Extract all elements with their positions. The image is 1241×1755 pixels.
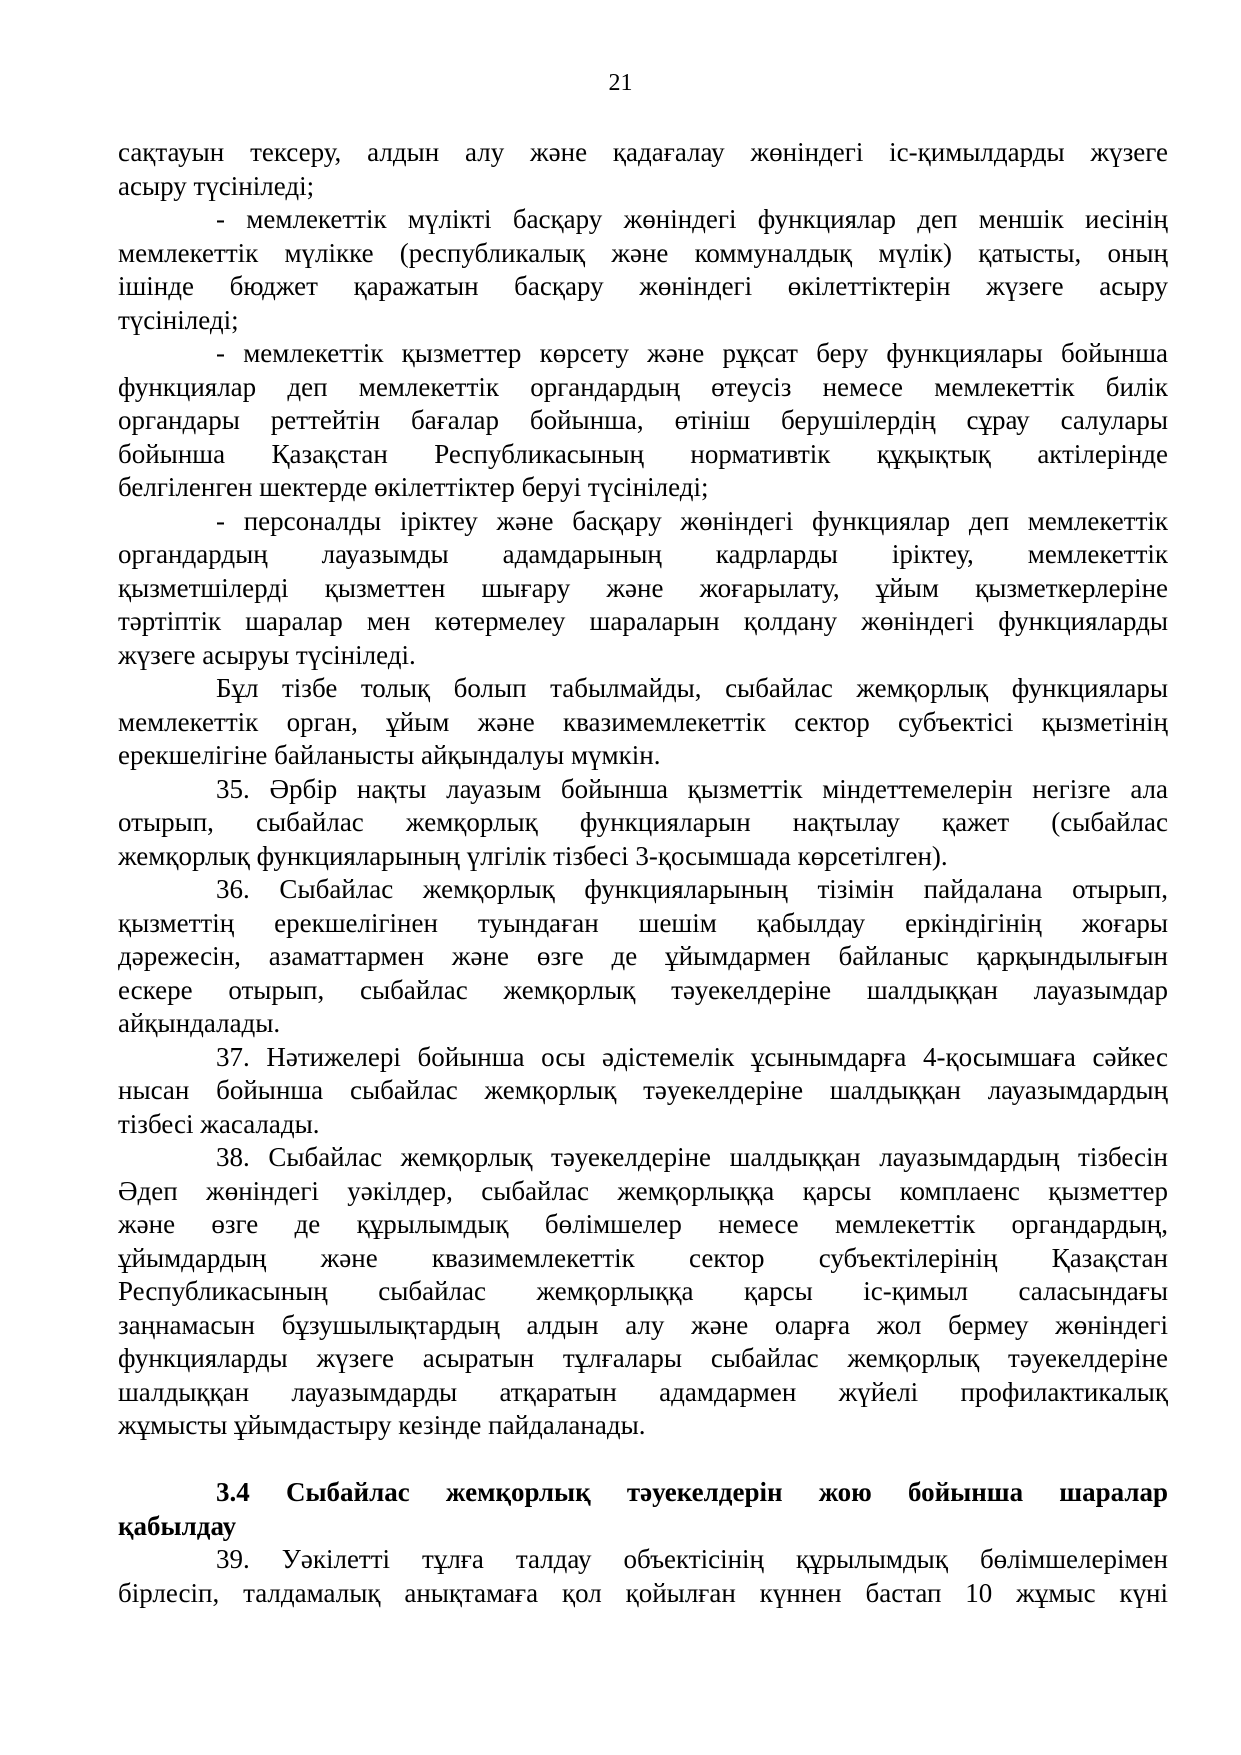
text-line: 37. Нәтижелері бойынша осы әдістемелік ұсынымдарға 4-қосымшаға сәйкес — [216, 1041, 1168, 1072]
text-line: - мемлекеттік қызметтер көрсету және рұқсат беру функциялары бойынша — [216, 338, 1168, 368]
paragraph — [118, 337, 1168, 505]
text-line: 38. Сыбайлас жемқорлық тәуекелдеріне шалдыққан лауазымдардың тізбесін — [216, 1142, 1168, 1172]
paragraph — [118, 1543, 1168, 1610]
paragraph — [118, 1141, 1168, 1443]
paragraph — [118, 136, 1168, 203]
text-line: шалдыққан лауазымдарды атқаратын адамдармен жүйелі профилактикалық — [118, 1376, 1168, 1407]
text-line: қызметтің ерекшелігінен туындаған шешім қабылдау еркіндігінің жоғары — [118, 907, 1168, 938]
text-line: қабылдау — [118, 1510, 237, 1541]
text-line: ерекшелігіне байланысты айқындалуы мүмкін. — [118, 740, 661, 770]
text-line: - персоналды іріктеу және басқару жөніндегі функциялар деп мемлекеттік — [216, 505, 1168, 536]
paragraph — [118, 505, 1168, 673]
text-line: 3.4 Сыбайлас жемқорлық тәуекелдерін жою бойынша шаралар — [216, 1477, 1168, 1507]
paragraph — [118, 873, 1168, 1041]
text-line: функциялар деп мемлекеттік органдардың өтеусіз немесе мемлекеттік билік — [118, 371, 1168, 402]
text-line: тәртіптік шаралар мен көтермелеу шараларын қолдану жөніндегі функцияларды — [118, 606, 1168, 636]
text-line: жемқорлық функцияларының үлгілік тізбесі 3-қосымшада көрсетілген). — [118, 840, 948, 871]
text-line: 39. Уәкілетті тұлға талдау объектісінің құрылымдық бөлімшелерімен — [216, 1544, 1168, 1574]
text-line: ішінде бюджет қаражатын басқару жөніндегі өкілеттіктерін жүзеге асыру — [118, 271, 1168, 301]
section-heading — [118, 1476, 1168, 1543]
text-line: тізбесі жасалады. — [118, 1108, 320, 1139]
text-line: қызметшілерді қызметтен шығару және жоғарылату, ұйым қызметкерлеріне — [118, 572, 1168, 603]
text-line: мемлекеттік мүлікке (республикалық және коммуналдық мүлік) қатысты, оның — [118, 237, 1168, 268]
text-line: дәрежесін, азаматтармен және өзге де ұйымдармен байланыс қарқындылығын — [118, 941, 1168, 971]
text-line: 35. Әрбір нақты лауазым бойынша қызметтік міндеттемелерін негізге ала — [216, 773, 1168, 804]
page-number: 21 — [608, 70, 633, 96]
document-body — [118, 136, 1168, 1610]
text-line: жүзеге асыруы түсініледі. — [118, 639, 416, 670]
text-line: асыру түсініледі; — [118, 170, 315, 201]
text-line: - мемлекеттік мүлікті басқару жөніндегі функциялар деп меншік иесінің — [216, 204, 1168, 234]
text-line: Бұл тізбе толық болып табылмайды, сыбайлас жемқорлық функциялары — [216, 673, 1168, 703]
text-line: функцияларды жүзеге асыратын тұлғалары сыбайлас жемқорлық тәуекелдеріне — [118, 1343, 1168, 1373]
text-line: түсініледі; — [118, 304, 239, 335]
text-line: сақтауын тексеру, алдын алу және қадағалау жөніндегі іс-қимылдарды жүзеге — [118, 137, 1168, 167]
text-line: айқындалады. — [118, 1008, 281, 1038]
text-line: отырып, сыбайлас жемқорлық функцияларын нақтылау қажет (сыбайлас — [118, 807, 1168, 837]
text-line: ескере отырып, сыбайлас жемқорлық тәуекелдеріне шалдыққан лауазымдар — [118, 974, 1168, 1005]
text-line: Әдеп жөніндегі уәкілдер, сыбайлас жемқорлыққа қарсы комплаенс қызметтер — [118, 1175, 1168, 1206]
text-line: ұйымдардың және квазимемлекеттік сектор субъектілерінің Қазақстан — [118, 1242, 1168, 1273]
paragraph — [118, 672, 1168, 773]
text-line: және өзге де құрылымдық бөлімшелер немесе мемлекеттік органдардың, — [118, 1209, 1168, 1239]
text-line: жұмысты ұйымдастыру кезінде пайдаланады. — [118, 1410, 646, 1440]
text-line: белгіленген шектерде өкілеттіктер беруі түсініледі; — [118, 472, 709, 502]
text-line: 36. Сыбайлас жемқорлық функцияларының тізімін пайдалана отырып, — [216, 874, 1168, 904]
text-line: Республикасының сыбайлас жемқорлыққа қарсы іс-қимыл саласындағы — [118, 1276, 1168, 1306]
paragraph — [118, 1041, 1168, 1142]
text-line: нысан бойынша сыбайлас жемқорлық тәуекелдеріне шалдыққан лауазымдардың — [118, 1075, 1168, 1105]
paragraph — [118, 773, 1168, 874]
text-line: органдардың лауазымды адамдарының кадрларды іріктеу, мемлекеттік — [118, 539, 1168, 569]
text-line: заңнамасын бұзушылықтардың алдын алу және оларға жол бермеу жөніндегі — [118, 1309, 1168, 1340]
text-line: мемлекеттік орган, ұйым және квазимемлекеттік сектор субъектісі қызметінің — [118, 706, 1168, 737]
text-line: бойынша Қазақстан Республикасының нормативтік құқықтық актілерінде — [118, 438, 1168, 469]
text-line: бірлесіп, талдамалық анықтамаға қол қойылған күннен бастап 10 жұмыс күні — [118, 1577, 1168, 1608]
paragraph — [118, 203, 1168, 337]
text-line: органдары реттейтін бағалар бойынша, өтініш берушілердің сұрау салулары — [118, 405, 1168, 435]
